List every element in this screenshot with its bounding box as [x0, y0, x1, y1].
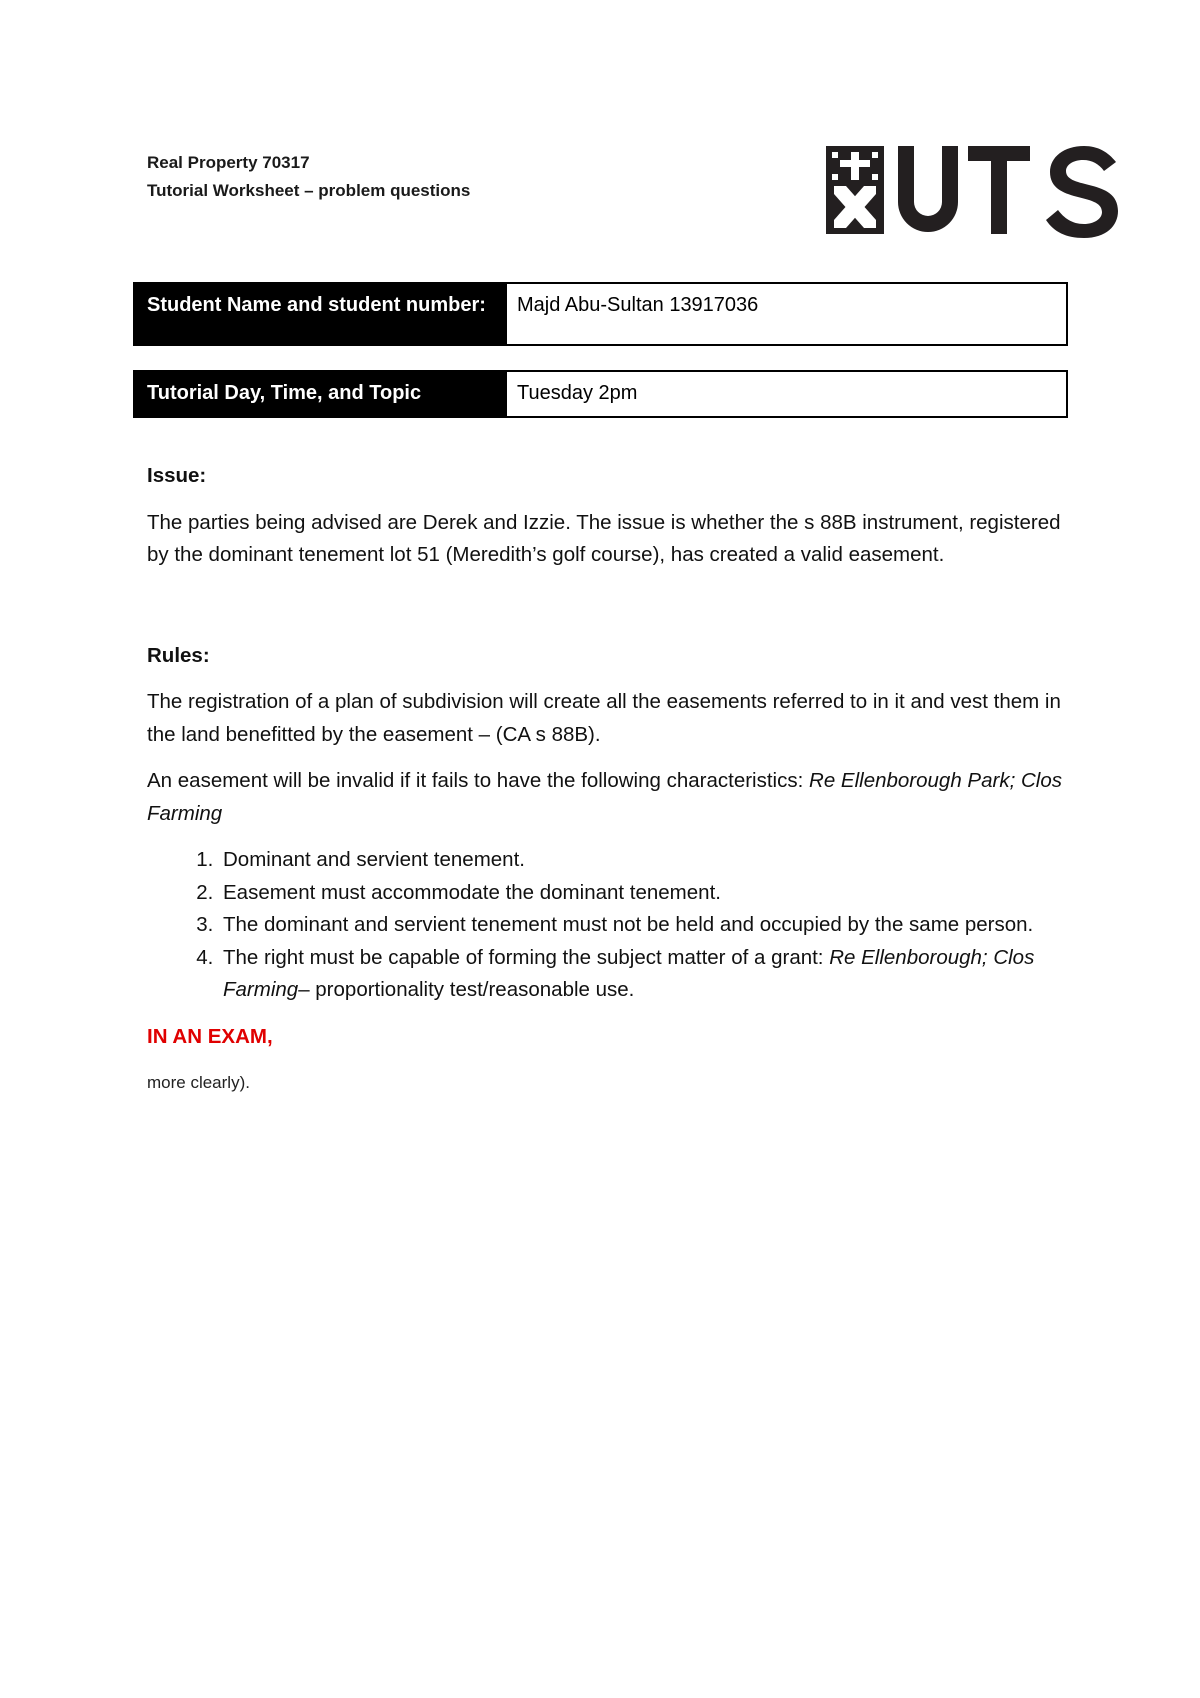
- rules-paragraph-2: [147, 765, 1067, 830]
- student-name-value: Majd Abu-Sultan 13917036: [507, 284, 1066, 344]
- tutorial-label: Tutorial Day, Time, and Topic: [135, 372, 507, 416]
- tutorial-details-row: [133, 370, 1068, 418]
- list-item: 3. The dominant and servient tenement must not be held and occupied by the same person.: [219, 909, 1067, 942]
- rules-paragraph-2-text: An easement will be invalid if it fails to have the following characteristics:: [147, 769, 810, 792]
- uts-crest-icon: [826, 140, 1126, 240]
- course-title: Real Property 70317: [147, 153, 310, 172]
- list-item: 2. Easement must accommodate the dominant tenement.: [219, 877, 1067, 910]
- characteristics-list: [147, 844, 1067, 1007]
- rules-paragraph-1: The registration of a plan of subdivision will create all the easements referred to in it and vest them in the land benefitted by the easement – (CA s 88B).: [147, 690, 1061, 746]
- worksheet-title: Tutorial Worksheet – problem questions: [147, 181, 471, 200]
- list-item-tail: – proportionality test/reasonable use.: [298, 978, 635, 1001]
- list-item: 4. The right must be capable of forming the subject matter of a grant: Re Ellenborough; Clos Farming– proportionality test/reasonable use.: [219, 942, 1067, 1007]
- uts-wordmark: [898, 146, 1118, 238]
- document-header: [147, 149, 470, 205]
- exam-note-heading: IN AN EXAM,: [147, 1024, 273, 1048]
- student-name-label: Student Name and student number:: [135, 284, 507, 344]
- rules-heading: Rules:: [147, 643, 210, 667]
- list-item: 1. Dominant and servient tenement.: [219, 844, 1067, 877]
- document-body: [147, 460, 1067, 1100]
- uts-logo: [826, 140, 1126, 240]
- issue-text: The parties being advised are Derek and Izzie. The issue is whether the s 88B instrument, registered by the dominant tenement lot 51 (Meredith’s golf course), has created a valid easement.: [147, 510, 1061, 566]
- issue-heading: Issue:: [147, 464, 207, 487]
- student-details-row: [133, 282, 1068, 346]
- rules-paragraph-2-cases: Re Ellenborough Park; Clos Farming: [147, 769, 1062, 825]
- exam-note-text: more clearly).: [147, 1073, 250, 1092]
- tutorial-value: Tuesday 2pm: [507, 372, 1066, 416]
- spacer: [147, 586, 1067, 640]
- list-item-cases: Re Ellenborough; Clos Farming: [223, 945, 1035, 1001]
